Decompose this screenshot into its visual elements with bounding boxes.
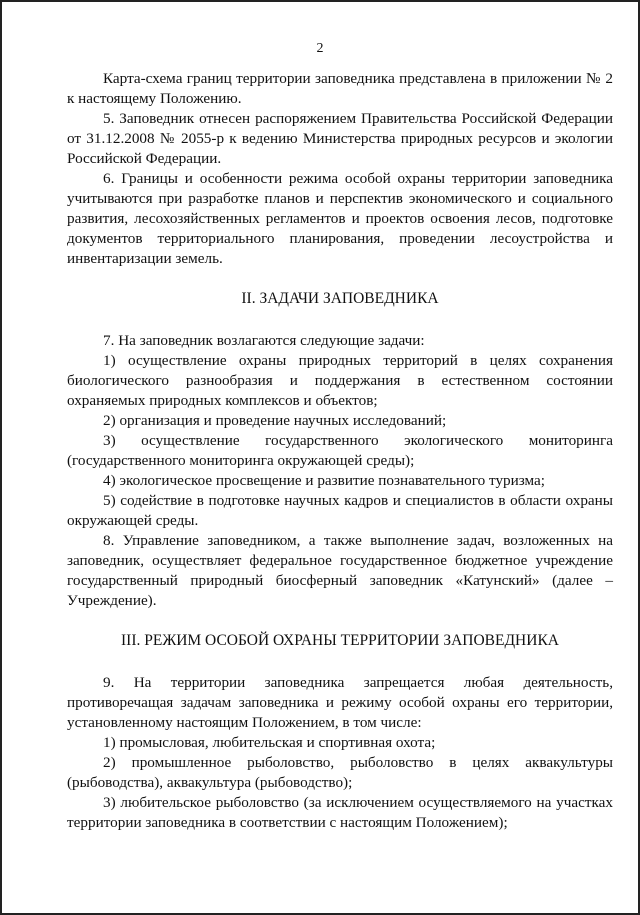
prohibition-item-2: 2) промышленное рыболовство, рыболовство в целях аквакультуры (рыбоводства), аквакультура (рыбоводство); xyxy=(67,754,613,791)
task-item-4: 4) экологическое просвещение и развитие познавательного туризма; xyxy=(103,472,546,489)
section-2-heading: II. ЗАДАЧИ ЗАПОВЕДНИКА xyxy=(241,290,439,307)
prohibition-item-3: 3) любительское рыболовство (за исключением осуществляемого на участках территории заповедника в соответствии с настоящим Положением); xyxy=(67,794,613,831)
task-item-1: 1) осуществление охраны природных территорий в целях сохранения биологического разнообразия и поддержания в естественном состоянии охраняемых природных комплексов и объектов; xyxy=(67,352,613,409)
scan-edge-top xyxy=(0,0,640,2)
paragraph-map-annex: Карта-схема границ территории заповедника представлена в приложении № 2 к настоящему Положению. xyxy=(67,70,613,107)
paragraph-6: 6. Границы и особенности режима особой охраны территории заповедника учитываются при разработке планов и перспектив экономического и социального развития, лесохозяйственных регламентов и проектов освоения лесов, подготовке документов территориального планирования, проведении лесоустройства и инвентаризации земель. xyxy=(67,170,613,267)
paragraph-8: 8. Управление заповедником, а также выполнение задач, возложенных на заповедник, осуществляет федеральное государственное бюджетное учреждение государственный природный биосферный заповедник «Катунский» (далее – Учреждение). xyxy=(67,532,613,609)
prohibition-item-1: 1) промысловая, любительская и спортивная охота; xyxy=(103,734,436,751)
section-3-heading: III. РЕЖИМ ОСОБОЙ ОХРАНЫ ТЕРРИТОРИИ ЗАПОВЕДНИКА xyxy=(121,632,559,649)
document-body xyxy=(67,69,613,833)
task-item-5: 5) содействие в подготовке научных кадров и специалистов в области охраны окружающей среды. xyxy=(67,492,613,529)
task-item-2: 2) организация и проведение научных исследований; xyxy=(103,412,447,429)
page-number: 2 xyxy=(316,41,324,56)
task-item-3: 3) осуществление государственного экологического мониторинга (государственного мониторинга окружающей среды); xyxy=(67,432,613,469)
paragraph-5: 5. Заповедник отнесен распоряжением Правительства Российской Федерации от 31.12.2008 № 2055-р к ведению Министерства природных ресурсов и экологии Российской Федерации. xyxy=(67,110,613,167)
paragraph-7: 7. На заповедник возлагаются следующие задачи: xyxy=(103,332,425,349)
paragraph-9: 9. На территории заповедника запрещается любая деятельность, противоречащая задачам заповедника и режиму особой охраны его территории, установленному настоящим Положением, в том числе: xyxy=(67,674,613,731)
scan-edge-left xyxy=(0,0,2,915)
